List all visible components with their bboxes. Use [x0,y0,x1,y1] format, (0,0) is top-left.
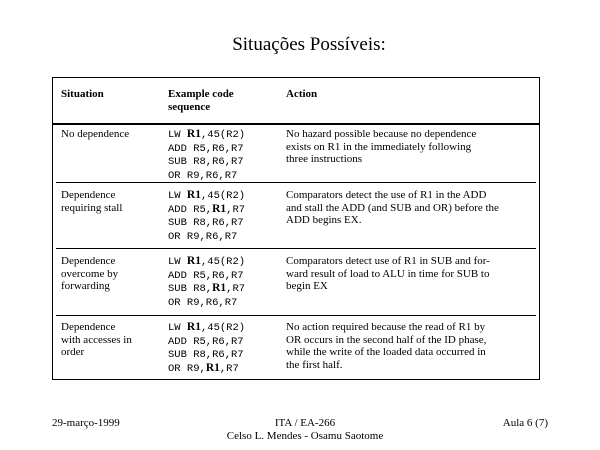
footer-date: 29-março-1999 [52,417,120,429]
row3-action-line2: ward result of load to ALU in time for SUB to [286,267,490,280]
row1-action-line1: No hazard possible because no dependence [286,128,477,140]
row2-action-line3: ADD begins EX. [286,214,362,226]
row4-code-line2: ADD R5,R6,R7 [168,335,244,348]
row2-code [168,189,278,243]
footer-authors: Celso L. Mendes - Osamu Saotome [226,430,384,442]
row3-code-line2: ADD R5,R6,R7 [168,269,244,282]
footer-course: ITA / EA-266 [274,417,336,429]
row2-action-line2: and stall the ADD (and SUB and OR) before the [286,201,499,214]
hazard-table [52,77,540,380]
row4-action-line4: the first half. [286,358,343,371]
row1-action-line3: three instructions [286,153,363,165]
row3-situation-line3: forwarding [61,280,110,292]
row2-situation-line2: requiring stall [61,201,123,214]
header-example [168,88,278,113]
row4-situation-line2: with accesses in [61,333,132,346]
row-divider [56,182,536,183]
header-action: Action [286,88,318,100]
row3-situation-line2: overcome by [61,267,119,280]
row2-action [286,189,536,227]
row4-action-line3: while the write of the loaded data occurred in [286,346,486,358]
row-divider [56,248,536,249]
row3-code-line3: SUB R8,R1,R7 [168,282,246,295]
row2-situation [61,189,161,214]
header-situation: Situation [61,88,104,100]
row3-code [168,255,278,309]
row3-action-line1: Comparators detect use of R1 in SUB and for- [286,255,490,267]
row1-code [168,128,278,182]
row1-action [286,128,536,166]
row3-code-line1: LW R1,45(R2) [168,255,246,268]
row-divider [56,315,536,316]
row2-situation-line1: Dependence [61,189,116,201]
row3-situation [61,255,161,293]
row2-code-line1: LW R1,45(R2) [168,189,246,202]
row4-situation-line3: order [61,346,85,358]
row1-situation-line1: No dependence [61,128,130,140]
row3-situation-line1: Dependence [61,255,116,267]
row2-action-line1: Comparators detect the use of R1 in the ADD [286,189,487,201]
row1-action-line2: exists on R1 in the immediately following [286,140,472,153]
row1-situation [61,128,161,141]
row2-code-line4: OR R9,R6,R7 [168,230,238,243]
row4-code-line4: OR R9,R1,R7 [168,361,239,375]
row1-code-line1: LW R1,45(R2) [168,128,246,141]
row4-situation [61,321,161,359]
row4-action-line1: No action required because the read of R1 by [286,321,486,333]
row1-code-line3: SUB R8,R6,R7 [168,156,244,168]
row3-action-line3: begin EX [286,280,328,292]
row2-code-line2: ADD R5,R1,R7 [168,202,246,216]
footer-lecture: Aula 6 (7) [502,417,548,429]
header-divider [53,123,539,125]
row4-code-line3: SUB R8,R6,R7 [168,349,244,361]
row2-code-line3: SUB R8,R6,R7 [168,217,244,229]
row1-code-line2: ADD R5,R6,R7 [168,142,244,155]
row4-action [286,321,536,371]
header-example-line2: sequence [168,100,211,113]
row4-situation-line1: Dependence [61,321,116,333]
row3-code-line4: OR R9,R6,R7 [168,296,238,309]
row4-code-line1: LW R1,45(R2) [168,321,246,334]
header-example-line1: Example code [168,88,234,100]
row3-action [286,255,536,293]
slide-title: Situações Possíveis: [232,34,386,55]
row4-action-line2: OR occurs in the second half of the ID phase, [286,333,487,346]
row1-code-line4: OR R9,R6,R7 [168,169,238,182]
row4-code [168,321,278,375]
